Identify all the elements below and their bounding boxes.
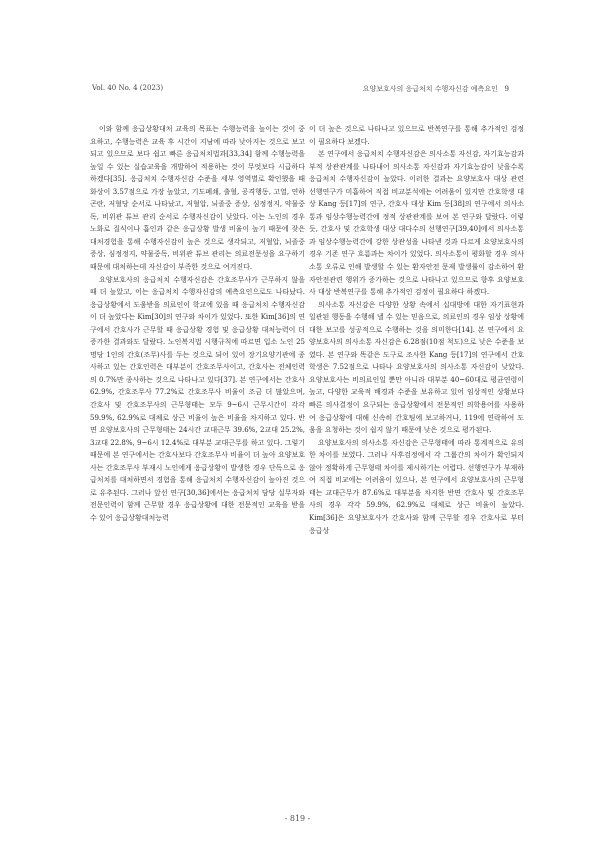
body-paragraph: 요양보호사의 의사소통 자신감은 근무형태에 따라 통계적으로 유의한 차이를 보였다. 그러나 사후검정에서 각 그룹간의 차이가 확인되지 않아 정확하게 근무형태 차이를 제시하기는 어렵다. 선행연구가 부재하여 직접 비교에는 어려움이 있으나, 본 연구에서 요양보호사의 근무형태는 교대근무가 87.6%로 대부분을 차지한 반면 간호사 및 간호조무사의 경우 각각 59.9%, 62.9%로 대체로 상근 비율이 높았다. Kim[36]은 요양보호사가 간호사와 함께 근무할 경우 간호사로 부터 응급상 [309, 438, 524, 535]
body-paragraph: 의사소통 자신감은 다양한 상황 속에서 십대방에 대한 자기표현과 일관된 행동을 수행해 낼 수 있는 믿음으로, 의료인의 경우 임상 상황에 대한 보고를 성공적으로 수행하는 것을 의미한다[14]. 본 연구에서 요양보호사의 의사소통 자신감은 6.28점(10점 척도)으로 낮은 수준을 보였다. 본 연구와 똑같은 도구로 조사한 Kang 등[17]의 연구에서 간호학생은 7.52점으로 나타나 요양보호사의 의사소통 자신감이 낮았다. 요양보호사는 비의료인일 뿐만 아니라 대부분 40~60대로 평균연령이 높고, 다양한 교육적 배경과 수준을 보유하고 있어 임상적인 상황보다 빠른 의사결정이 요구되는 응급상황에서 전문적인 의학용어를 사용하여 응급상황에 대해 신속히 간호팀에 보고하거나, 119에 연락하여 도움을 요청하는 것이 쉽지 않기 때문에 낮은 것으로 평가된다. [309, 300, 524, 435]
header-page-number: 9 [504, 85, 509, 93]
body-paragraph: 요양보호사의 응급처치 수행자신감은 간호조무사가 근무하지 않을 때 더 높았고, 이는 응급처치 수행자신감의 예측요인으로도 나타났다. 응급상황에서 도움받을 의료인이 학교에 있을 때 응급처치 수행자신감이 더 높았다는 Kim[30]의 연구와 차이가 있었다. 또한 Kim[36]의 연구에서 간호사가 근무할 때 응급상황 경험 및 응급상황 대처능력이 더 증가한 결과와도 달랐다. 노인복지법 시행규칙에 따르면 입소 노인 25명당 1인의 간호(조무)사를 두는 것으로 되어 있어 장기요양기관에 종사하고 있는 간호인력은 대부분이 간호조무사이고, 간호사는 전체인력의 0.7%만 종사하는 것으로 나타나고 있다[37]. 본 연구에서는 간호사 62.9%, 간호조무사 77.2%로 간호조무사 비율이 조금 더 많았으며, 간호사 및 간호조무사의 근무형태는 모두 9~6시 근무시간이 각각 59.9%, 62.9%로 대체로 상근 비율이 높은 비율을 차지하고 있다. 반면 요양보호사의 근무형태는 24시간 교대근무 39.6%, 2교대 25.2%, 3교대 22.8%, 9~6시 12.4%로 대부분 교대근무를 하고 있다. 그렇기 때문에 본 연구에서는 간호사보다 간호조무사 비율이 더 높아 요양보호사는 간호조무사 부재시 노인에게 응급상황이 발생한 경우 단독으로 응급처치를 대처하면서 경험을 통해 응급처치 수행자신감이 높아진 것으로 유추된다. 그러나 앞선 연구[30,36]에서는 응급처치 담당 실무자와 전문인력이 함께 근무할 경우 응급상황에 대한 전문적인 교육을 받을 수 있어 응급상황대처능력 [90, 275, 305, 522]
body-paragraph: 이 더 높은 것으로 나타나고 있으므로 반복연구를 통해 추가적인 검정이 필요하다 보겠다. [309, 125, 524, 146]
body-paragraph: 본 연구에서 응급처치 수행자신감은 의사소통 자신감, 자기효능감과 부적 상관관계를 나타내어 의사소통 자신감과 자기효능감이 낮을수록 응급처치 수행자신감이 높았다. 이러한 결과는 요양보호사 대상 관련 선행연구가 미흡하여 직접 비교분석에는 어려움이 있지만 간호학생 대상 Kang 등[17]의 연구, 간호사 대상 Kim 등[38]의 연구에서 의사소통과 임상수행능력간에 정적 상관관계를 보여 본 연구와 달랐다. 이렇듯, 간호사 및 간호학생 대상 대다수의 선행연구[39,40]에서 의사소통과 임상수행능력간에 강한 상관성을 나타낸 것과 다르게 요양보호사의 경우 기존 연구 흐름과는 차이가 있었다. 의사소통이 평화할 경우 의사소통 오류로 인해 발생할 수 있는 환자안전 문제 발생률이 감소하여 환자안전관련 행위가 증가하는 것으로 나타나고 있으므로 향후 요양보호사 대상 반복연구를 통해 추가적인 검정이 필요하다 하겠다. [309, 150, 524, 297]
running-header [92, 84, 509, 96]
left-column [90, 123, 305, 525]
running-title: 요양보호사의 응급처치 수행자신감 예측요인 [362, 85, 498, 93]
header-right [363, 84, 509, 94]
body-paragraph: 이와 함께 응급상황대처 교육의 목표는 수행능력을 높이는 것이 중요하고, 수행능력은 교육 후 시간이 지남에 따라 낮아지는 것으로 보고되고 있으므로 보다 쉽고 빠른 응급처치법과[33,34] 함께 수행능력을 높일 수 있는 실습교육을 개발하여 적용하는 것이 무엇보다 시급하다 하겠다[35]. 응급처치 수행자신감 수준을 세부 영역별로 확인했을 때 화상이 3.57점으로 가장 높았고, 기도폐쇄, 출혈, 공격행동, 고열, 연하곤란, 저혈당 순서로 나타났고, 저혈압, 뇌졸중 증상, 심정정지, 약물중독, 비위관 튜브 관리 순서로 수행자신감이 낮았다. 이는 노인의 경우 노화로 질식이나 흡인과 같은 응급상황 발생 비율이 높기 때문에 잦은 대처경험을 통해 수행자신감이 높은 것으로 생각되고, 저혈압, 뇌졸중 증상, 심정정지, 약물중독, 비위관 튜브 관리는 의료전문성을 요구하기 때문에 대처하는데 자신감이 부족한 것으로 여겨진다. [90, 125, 305, 272]
page-footer-number: - 819 - [284, 814, 311, 823]
journal-volume: Vol. 40 No. 4 (2023) [92, 84, 164, 92]
right-column [309, 123, 524, 537]
